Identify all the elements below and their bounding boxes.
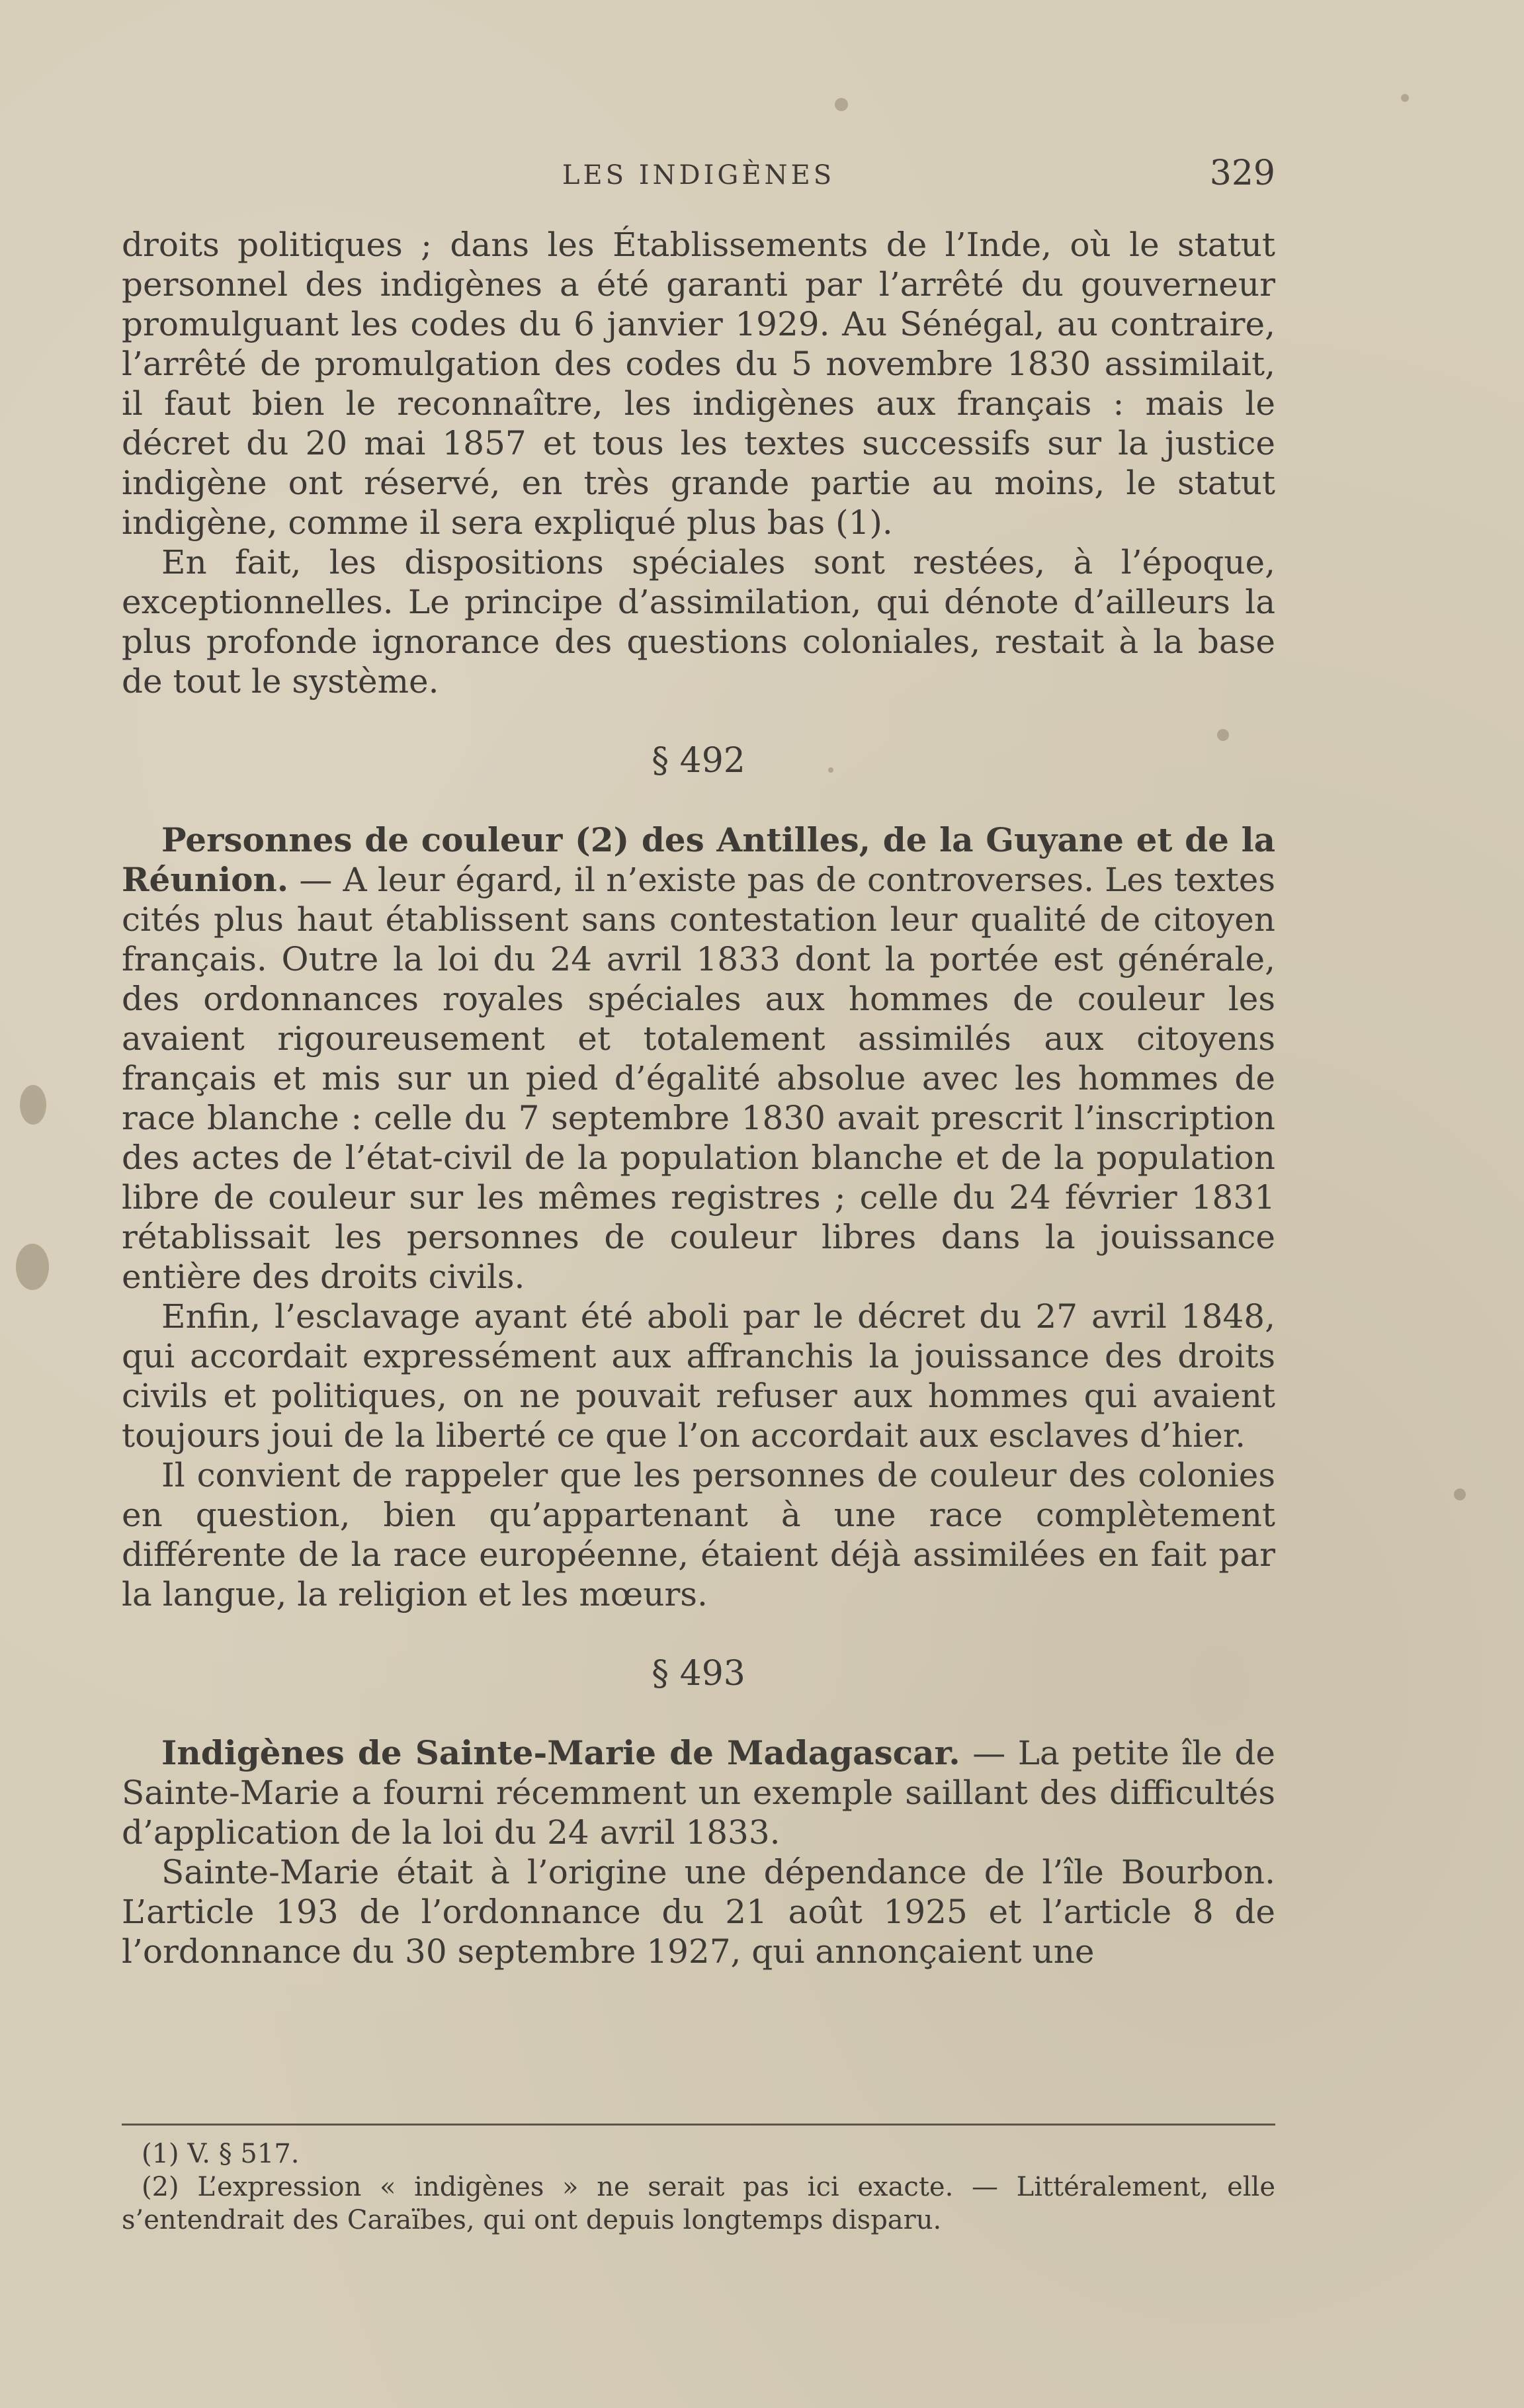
paper-speck — [20, 1085, 46, 1125]
paper-speck — [1401, 94, 1409, 102]
paper-speck — [835, 98, 848, 111]
paragraph-4: Enfin, l’esclavage ayant été aboli par le décret du 27 avril 1848, qui accordait expressément aux affranchis la jouissance des droits civils et politiques, on ne pouvait refuser aux hommes qui avaient toujours joui de la liberté ce que l’on accordait aux esclaves d’hier. — [122, 1297, 1275, 1455]
section-number-492: § 492 — [652, 741, 745, 781]
paragraph-7: Sainte-Marie était à l’origine une dépendance de l’île Bourbon. L’article 193 de l’ordonnance du 21 août 1925 et l’article 8 de l’ordonnance du 30 septembre 1927, qui annonçaient une — [122, 1853, 1275, 1971]
running-title: LES INDIGÈNES — [562, 160, 835, 191]
paragraph-1: droits politiques ; dans les Établissements de l’Inde, où le statut personnel des indigènes a été garanti par l’arrêté du gouverneur promulguant les codes du 6 janvier 1929. Au Sénégal, au contraire, l’arrêté de promulgation des codes du 5 novembre 1830 assimilait, il faut bien le reconnaître, les indigènes aux français : mais le décret du 20 mai 1857 et tous les textes successifs sur la justice indigène ont réservé, en très grande partie au moins, le statut indigène, comme il sera expliqué plus bas (1). — [122, 226, 1275, 542]
footnote-2: (2) L’expression « indigènes » ne serait pas ici exacte. — Littéralement, elle s’entendrait des Caraïbes, qui ont depuis longtemps disparu. — [122, 2172, 1275, 2235]
body-text — [122, 225, 1275, 1971]
paragraph-3-text: — A leur égard, il n’existe pas de controverses. Les textes cités plus haut établissent sans contestation leur qualité de citoyen français. Outre la loi du 24 avril 1833 dont la portée est générale, des ordonnances royales spéciales aux hommes de couleur les avaient rigoureusement et totalement assimilés aux citoyens français et mis sur un pied d’égalité absolue avec les hommes de race blanche : celle du 7 septembre 1830 avait prescrit l’inscription des actes de l’état-civil de la population blanche et de la population libre de couleur sur les mêmes registres ; celle du 24 février 1831 rétablissait les personnes de couleur libres dans la jouissance entière des droits civils. — [122, 861, 1275, 1296]
footnote-1: (1) V. § 517. — [142, 2139, 300, 2169]
paper-speck — [16, 1244, 49, 1290]
paragraph-5: Il convient de rappeler que les personnes de couleur des colonies en question, bien qu’appartenant à une race complètement différente de la race européenne, étaient déjà assimilées en fait par la langue, la religion et les mœurs. — [122, 1456, 1275, 1613]
paragraph-2: En fait, les dispositions spéciales sont restées, à l’époque, exceptionnelles. Le principe d’assimilation, qui dénote d’ailleurs la plus profonde ignorance des questions coloniales, restait à la base de tout le système. — [122, 543, 1275, 701]
paragraph-3-heading: Personnes de couleur (2) des Antilles, de la Guyane et de la Réunion. — [122, 820, 1275, 899]
running-header — [122, 153, 1275, 200]
paper-speck — [1454, 1488, 1466, 1500]
footnotes — [122, 2124, 1275, 2237]
paragraph-3 — [122, 820, 1275, 1297]
paragraph-6-text: — La petite île de Sainte-Marie a fourni récemment un exemple saillant des difficultés d’application de la loi du 24 avril 1833. — [122, 1734, 1275, 1852]
paragraph-6-heading: Indigènes de Sainte-Marie de Madagascar. — [161, 1733, 960, 1772]
paper-speck — [1217, 729, 1229, 741]
section-number-493: § 493 — [652, 1654, 745, 1694]
paragraph-6 — [122, 1733, 1275, 1852]
page-number: 329 — [1209, 153, 1275, 193]
paper-speck — [828, 767, 833, 773]
footnote-rule — [122, 2124, 1275, 2126]
